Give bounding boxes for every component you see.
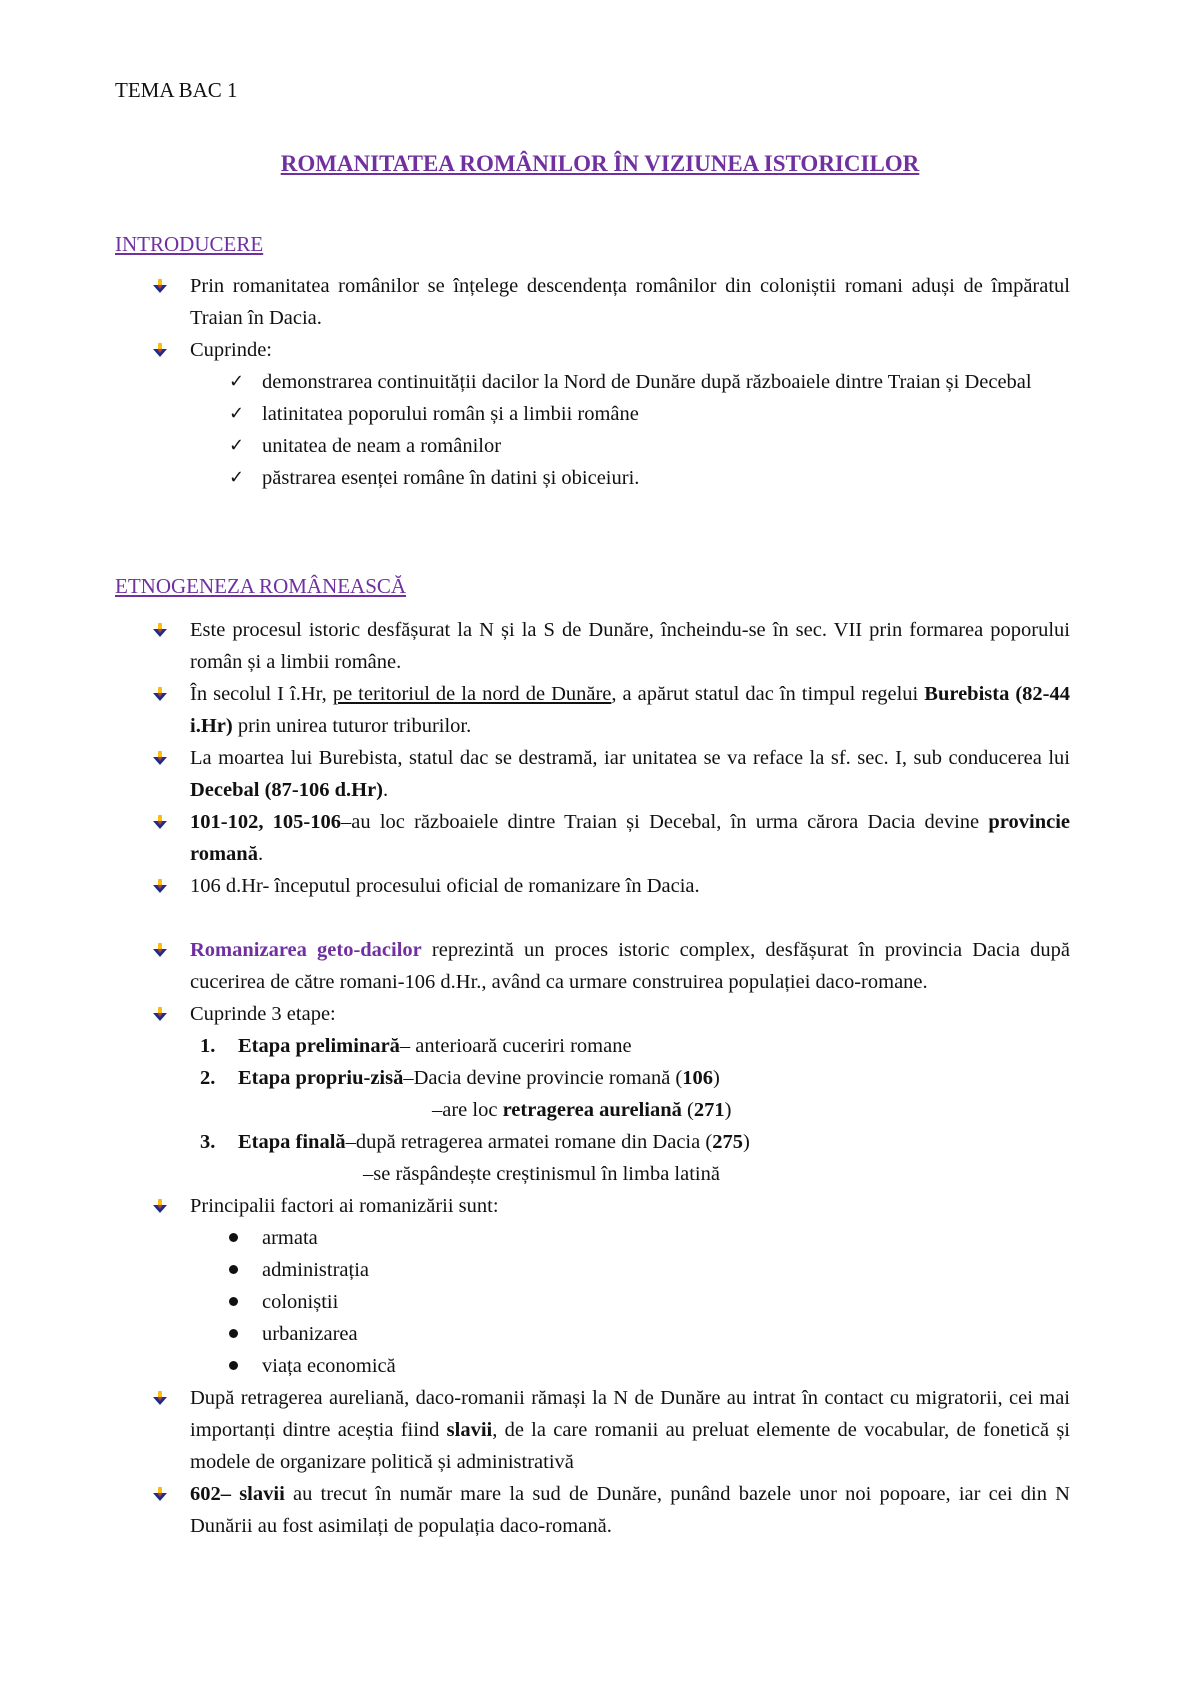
check-text: latinitatea poporului român și a limbii române [262, 403, 639, 425]
text: După retragerea aureliană, daco-romanii rămași la N de Dunăre au intrat în contact cu migratorii, cei mai importanți dintre aceștia fiind [190, 1387, 1070, 1441]
text: În secolul I î.Hr, [190, 683, 333, 705]
factor-item [0, 1254, 1070, 1286]
stage-year: 275 [712, 1131, 743, 1153]
list-item [0, 806, 1070, 870]
arrow-down-icon [152, 342, 168, 358]
stage-text: – anterioară cuceriri romane [399, 1035, 632, 1057]
check-icon: ✓ [229, 403, 245, 424]
intro-item-2: Cuprinde: [190, 339, 272, 361]
bold-text: Decebal (87-106 d.Hr) [190, 779, 383, 801]
bold-text: 602– slavii [190, 1483, 285, 1505]
factor-text: armata [262, 1227, 318, 1249]
arrow-down-icon [152, 686, 168, 702]
arrow-down-icon [152, 622, 168, 638]
arrow-down-icon [152, 1486, 168, 1502]
check-item [0, 366, 1070, 398]
intro-list [0, 270, 1200, 494]
arrow-down-icon [152, 942, 168, 958]
section-heading-etno: ETNOGENEZA ROMÂNEASCĂ [115, 574, 407, 598]
factor-text: urbanizarea [262, 1323, 358, 1345]
stage-text: ) [713, 1067, 720, 1089]
factor-text: administrația [262, 1259, 370, 1281]
stage-year: 271 [693, 1099, 725, 1121]
text: au trecut în număr mare la sud de Dunăre, punând bazele unor noi popoare, iar cei din N Dunării au fost asimilați de populația daco-romană. [190, 1483, 1070, 1537]
list-item [0, 270, 1070, 334]
stage-title: Etapa preliminară [238, 1035, 400, 1057]
stage-number: 2. [200, 1067, 216, 1089]
stage-text: ) [742, 1131, 750, 1153]
arrow-down-icon [152, 278, 168, 294]
dot-icon [229, 1265, 238, 1274]
bold-text: 101-102, 105-106 [190, 811, 341, 833]
list-item [0, 742, 1070, 806]
bold-text: slavii [446, 1419, 493, 1441]
page-title: ROMANITATEA ROMÂNILOR ÎN VIZIUNEA ISTORICILOR [280, 151, 920, 176]
check-item [0, 462, 1070, 494]
list-item [0, 1190, 1070, 1222]
check-text: unitatea de neam a românilor [262, 435, 502, 457]
list-item [0, 870, 1070, 902]
arrow-down-icon [152, 1006, 168, 1022]
check-item [0, 398, 1070, 430]
check-icon: ✓ [229, 467, 245, 488]
bold-text: retragerea aureliană [502, 1099, 682, 1121]
etno-item-5: 106 d.Hr- începutul procesului oficial de romanizare în Dacia. [190, 875, 700, 897]
factor-item [0, 1350, 1070, 1382]
text: reprezintă un proces istoric complex, desfășurat în provincia Dacia după cucerirea de către romani-106 d.Hr., având ca urmare construirea populației daco-romane. [190, 939, 1070, 993]
check-text: păstrarea esenței române în datini și obiceiuri. [262, 467, 640, 489]
list-item [0, 934, 1070, 998]
text: , a apărut statul dac în timpul regelui [611, 683, 925, 705]
factor-item [0, 1222, 1070, 1254]
etno-item-1: Este procesul istoric desfășurat la N și la S de Dunăre, încheindu-se în sec. VII prin formarea poporului român și a limbii române. [190, 619, 1070, 673]
section-heading-intro: INTRODUCERE [115, 232, 264, 256]
document-header: TEMA BAC 1 [115, 78, 238, 102]
stage-text: –Dacia devine provincie romană ( [403, 1067, 683, 1089]
intro-item-1: Prin romanitatea românilor se înțelege descendența românilor din coloniștii romani aduși de împăratul Traian în Dacia. [190, 275, 1070, 329]
stage-number: 1. [200, 1035, 216, 1057]
etno-item-8: Principalii factori ai romanizării sunt: [190, 1195, 499, 1217]
list-item [0, 998, 1070, 1030]
text: . [383, 779, 389, 801]
dot-icon [229, 1329, 238, 1338]
arrow-down-icon [152, 1198, 168, 1214]
stage-item [0, 1126, 1070, 1158]
list-item [0, 1382, 1070, 1478]
dot-icon [229, 1297, 238, 1306]
arrow-down-icon [152, 1390, 168, 1406]
text: –se răspândește creștinismul în limba latină [363, 1163, 720, 1185]
stage-continuation [0, 1158, 1200, 1190]
check-text: demonstrarea continuității dacilor la Nord de Dunăre după războaiele dintre Traian și Decebal [262, 371, 1032, 393]
list-item [0, 334, 1070, 366]
stage-continuation [0, 1094, 1200, 1126]
text: ( [681, 1099, 694, 1121]
factor-text: coloniștii [262, 1291, 339, 1313]
check-icon: ✓ [229, 371, 245, 392]
list-item [0, 614, 1070, 678]
text: –are loc [432, 1099, 503, 1121]
stage-year: 106 [682, 1067, 714, 1089]
stage-title: Etapa finală [238, 1131, 346, 1153]
underlined-text: pe teritoriul de la nord de Dunăre [332, 683, 612, 705]
etno-list [0, 614, 1200, 1542]
list-item [0, 1478, 1070, 1542]
factor-item [0, 1318, 1070, 1350]
factor-text: viața economică [262, 1355, 396, 1377]
stage-number: 3. [200, 1131, 216, 1153]
stage-item [0, 1030, 1070, 1062]
arrow-down-icon [152, 750, 168, 766]
etno-item-7: Cuprinde 3 etape: [190, 1003, 336, 1025]
stage-title: Etapa propriu-zisă [238, 1067, 404, 1089]
factor-item [0, 1286, 1070, 1318]
text: , de la care romanii au preluat elemente de vocabular, de fonetică și modele de organizare politică și administrativă [190, 1419, 1070, 1473]
dot-icon [229, 1361, 238, 1370]
text: ) [724, 1099, 732, 1121]
text: prin unirea tuturor triburilor. [232, 715, 472, 737]
check-icon: ✓ [229, 435, 245, 456]
text: La moartea lui Burebista, statul dac se destramă, iar unitatea se va reface la sf. sec. I, sub conducerea lui [190, 747, 1070, 769]
text: . [257, 843, 264, 865]
check-item [0, 430, 1070, 462]
dot-icon [229, 1233, 238, 1242]
text: –au loc războaiele dintre Traian și Decebal, în urma cărora Dacia devine [341, 811, 989, 833]
stage-item [0, 1062, 1070, 1094]
arrow-down-icon [152, 814, 168, 830]
bold-text: Burebista (82-44 i.Hr) [190, 683, 1070, 737]
highlighted-term: Romanizarea geto-dacilor [190, 939, 422, 961]
stage-text: –după retragerea armatei romane din Dacia ( [345, 1131, 713, 1153]
list-item [0, 678, 1070, 742]
arrow-down-icon [152, 878, 168, 894]
bold-text: provincie romană [190, 811, 1070, 865]
